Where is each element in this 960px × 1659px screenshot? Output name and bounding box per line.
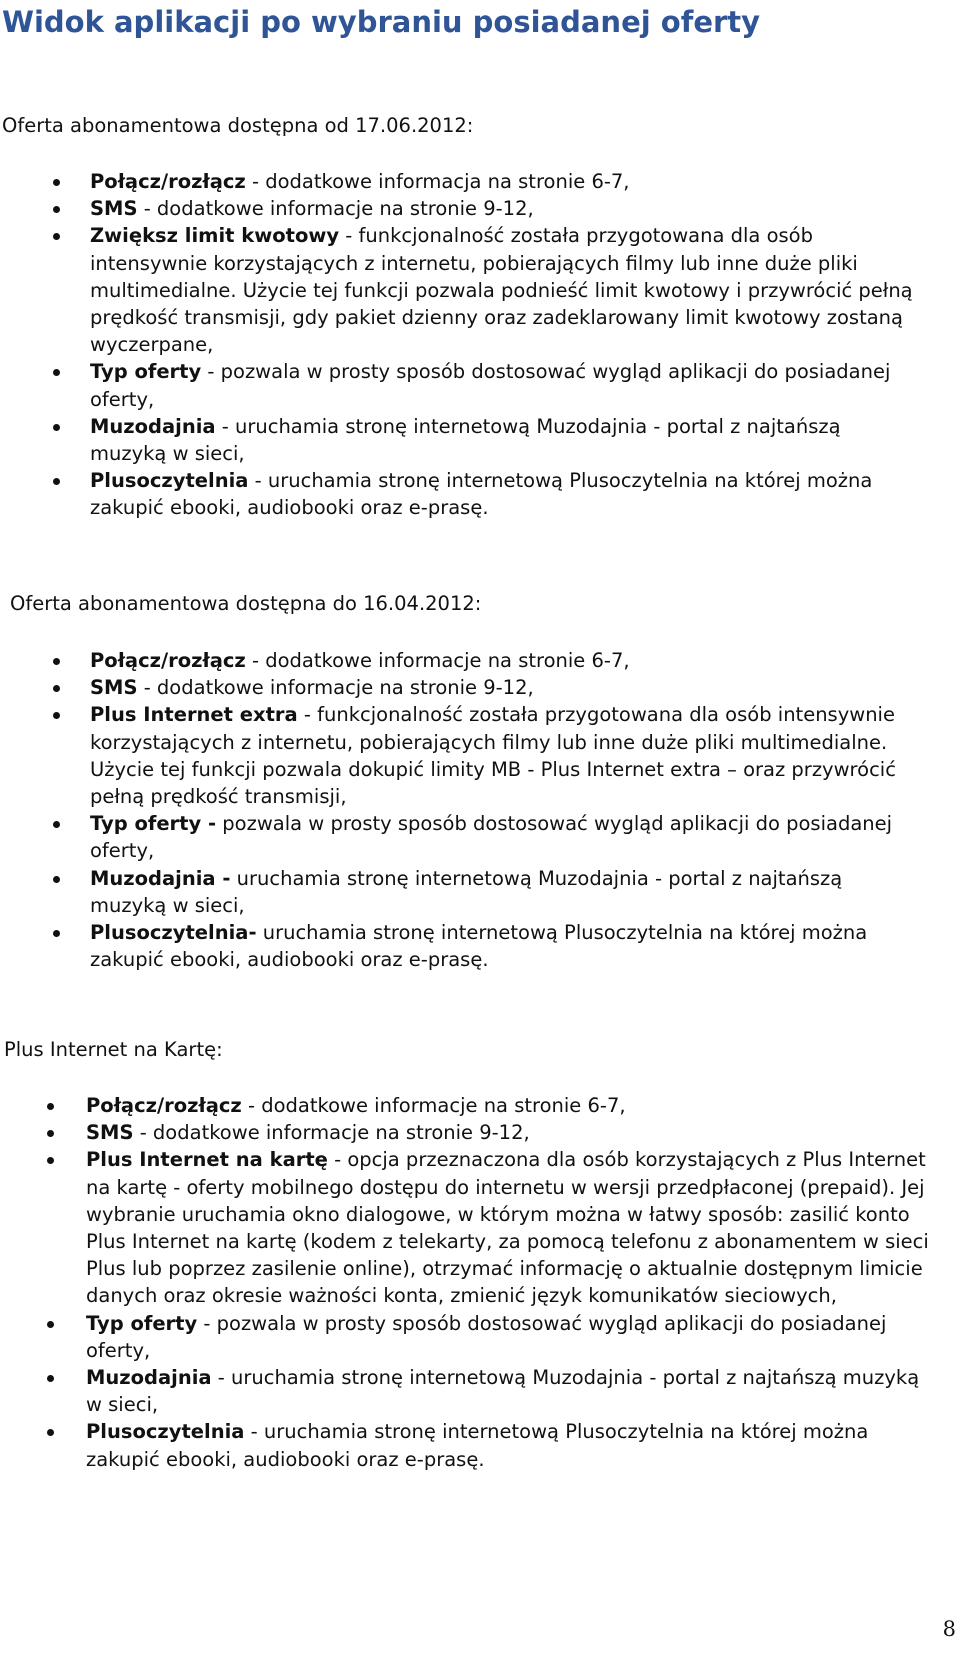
item-term: Plusoczytelnia — [86, 1420, 245, 1444]
bullet-icon — [53, 206, 60, 213]
item-text: - pozwala w prosty sposób dostosować wygląd aplikacji do posiadanej oferty, — [86, 1311, 887, 1362]
bullet-icon — [53, 712, 60, 719]
item-term: Typ oferty - — [90, 812, 217, 836]
bullet-icon — [53, 179, 60, 186]
bullet-icon — [53, 658, 60, 665]
bullet-icon — [53, 876, 60, 883]
section-offer-until-2012-04-16 — [0, 590, 960, 973]
section-heading: Plus Internet na Kartę: — [4, 1038, 223, 1061]
bullet-icon — [47, 1157, 54, 1164]
item-term: Połącz/rozłącz — [90, 649, 246, 672]
list-item — [0, 1418, 960, 1472]
list-item — [0, 674, 960, 701]
item-text: - uruchamia stronę internetową Plusoczytelnia na której można zakupić ebooki, audiobooki oraz e-prasę. — [86, 1420, 869, 1471]
item-text: uruchamia stronę internetową Muzodajnia - portal z najtańszą muzyką w sieci, — [90, 866, 843, 917]
item-text: - opcja przeznaczona dla osób korzystających z Plus Internet na kartę - oferty mobilnego dostępu do internetu w wersji przedpłaconej (prepaid). Jej wybranie uruchamia okno dialogowe, w którym można w łatwy sposób: zasilić konto Plus Internet na kartę (kodem z telekarty, za pomocą telefonu z abonamentem w sieci Plus lub poprzez zasilenie online), otrzymać informację o aktualnie dostępnym limicie danych oraz okresie ważności konta, zmienić język komunikatów sieciowych, — [86, 1148, 929, 1308]
item-text: - pozwala w prosty sposób dostosować wygląd aplikacji do posiadanej oferty, — [90, 360, 891, 411]
item-term: Połącz/rozłącz — [86, 1094, 242, 1117]
item-term: Połącz/rozłącz — [90, 170, 246, 193]
bullet-icon — [47, 1103, 54, 1110]
list-item — [0, 467, 960, 521]
item-text: - dodatkowe informacje na stronie 9-12, — [137, 676, 534, 700]
list-item — [0, 222, 960, 358]
list-item — [0, 1092, 960, 1119]
item-term: Zwiększ limit kwotowy — [90, 224, 340, 248]
bullet-icon — [47, 1321, 54, 1328]
feature-list — [0, 647, 960, 973]
list-item — [0, 647, 960, 674]
item-text: - uruchamia stronę internetową Plusoczytelnia na której można zakupić ebooki, audiobooki oraz e-prasę. — [90, 469, 873, 520]
item-term: Plus Internet na kartę — [86, 1148, 328, 1172]
item-term: Plusoczytelnia- — [90, 921, 257, 945]
list-item — [0, 358, 960, 412]
section-plus-internet-prepaid — [0, 1036, 960, 1473]
bullet-icon — [53, 478, 60, 485]
item-term: SMS — [90, 197, 138, 221]
page-title: Widok aplikacji po wybraniu posiadanej oferty — [2, 5, 761, 39]
item-text: - dodatkowe informacje na stronie 6-7, — [241, 1094, 626, 1117]
section-offer-from-2012-06-17 — [0, 112, 960, 522]
list-item — [0, 1146, 960, 1309]
bullet-icon — [47, 1375, 54, 1382]
page-number: 8 — [942, 1617, 956, 1641]
list-item — [0, 195, 960, 222]
section-heading: Oferta abonamentowa dostępna od 17.06.2012: — [2, 114, 474, 137]
list-item — [0, 1310, 960, 1364]
item-text: - funkcjonalność została przygotowana dla osób intensywnie korzystających z internetu, pobierających filmy lub inne duże pliki multimedialne. Użycie tej funkcji pozwala dokupić limity MB - Plus Internet extra – oraz przywrócić pełną prędkość transmisji, — [90, 703, 896, 809]
item-term: Muzodajnia — [90, 414, 216, 438]
bullet-icon — [53, 424, 60, 431]
list-item — [0, 701, 960, 810]
item-text: - funkcjonalność została przygotowana dla osób intensywnie korzystających z internetu, pobierających filmy lub inne duże pliki multimedialne. Użycie tej funkcji pozwala podnieść limit kwotowy i przywrócić pełną prędkość transmisji, gdy pakiet dzienny oraz zadeklarowany limit kwotowy zostaną wyczerpane, — [90, 224, 913, 357]
item-term: Plusoczytelnia — [90, 469, 249, 493]
item-term: Typ oferty — [90, 360, 202, 384]
list-item — [0, 413, 960, 467]
bullet-icon — [53, 685, 60, 692]
bullet-icon — [53, 369, 60, 376]
item-term: Muzodajnia - — [90, 866, 231, 890]
item-text: pozwala w prosty sposób dostosować wygląd aplikacji do posiadanej oferty, — [90, 812, 893, 863]
item-term: Plus Internet extra — [90, 703, 298, 727]
item-text: - uruchamia stronę internetową Muzodajnia - portal z najtańszą muzyką w sieci, — [86, 1366, 920, 1417]
item-text: - uruchamia stronę internetową Muzodajnia - portal z najtańszą muzyką w sieci, — [90, 414, 841, 466]
item-term: SMS — [86, 1121, 134, 1145]
bullet-icon — [53, 821, 60, 828]
feature-list — [0, 1092, 960, 1473]
list-item — [0, 168, 960, 195]
item-text: - dodatkowe informacje na stronie 9-12, — [133, 1121, 530, 1145]
item-term: SMS — [90, 676, 138, 700]
section-heading: Oferta abonamentowa dostępna do 16.04.2012: — [10, 592, 482, 615]
bullet-icon — [53, 930, 60, 937]
list-item — [0, 810, 960, 864]
bullet-icon — [47, 1429, 54, 1436]
list-item — [0, 865, 960, 919]
item-text: - dodatkowe informacje na stronie 6-7, — [245, 649, 630, 672]
bullet-icon — [53, 233, 60, 240]
bullet-icon — [47, 1130, 54, 1137]
list-item — [0, 1119, 960, 1146]
list-item — [0, 919, 960, 973]
item-term: Muzodajnia — [86, 1366, 212, 1390]
feature-list — [0, 168, 960, 522]
item-text: - dodatkowe informacja na stronie 6-7, — [245, 170, 630, 193]
list-item — [0, 1364, 960, 1418]
item-text: uruchamia stronę internetową Plusoczytelnia na której można zakupić ebooki, audiobooki oraz e-prasę. — [90, 921, 868, 972]
item-term: Typ oferty — [86, 1311, 198, 1335]
item-text: - dodatkowe informacje na stronie 9-12, — [137, 197, 534, 221]
